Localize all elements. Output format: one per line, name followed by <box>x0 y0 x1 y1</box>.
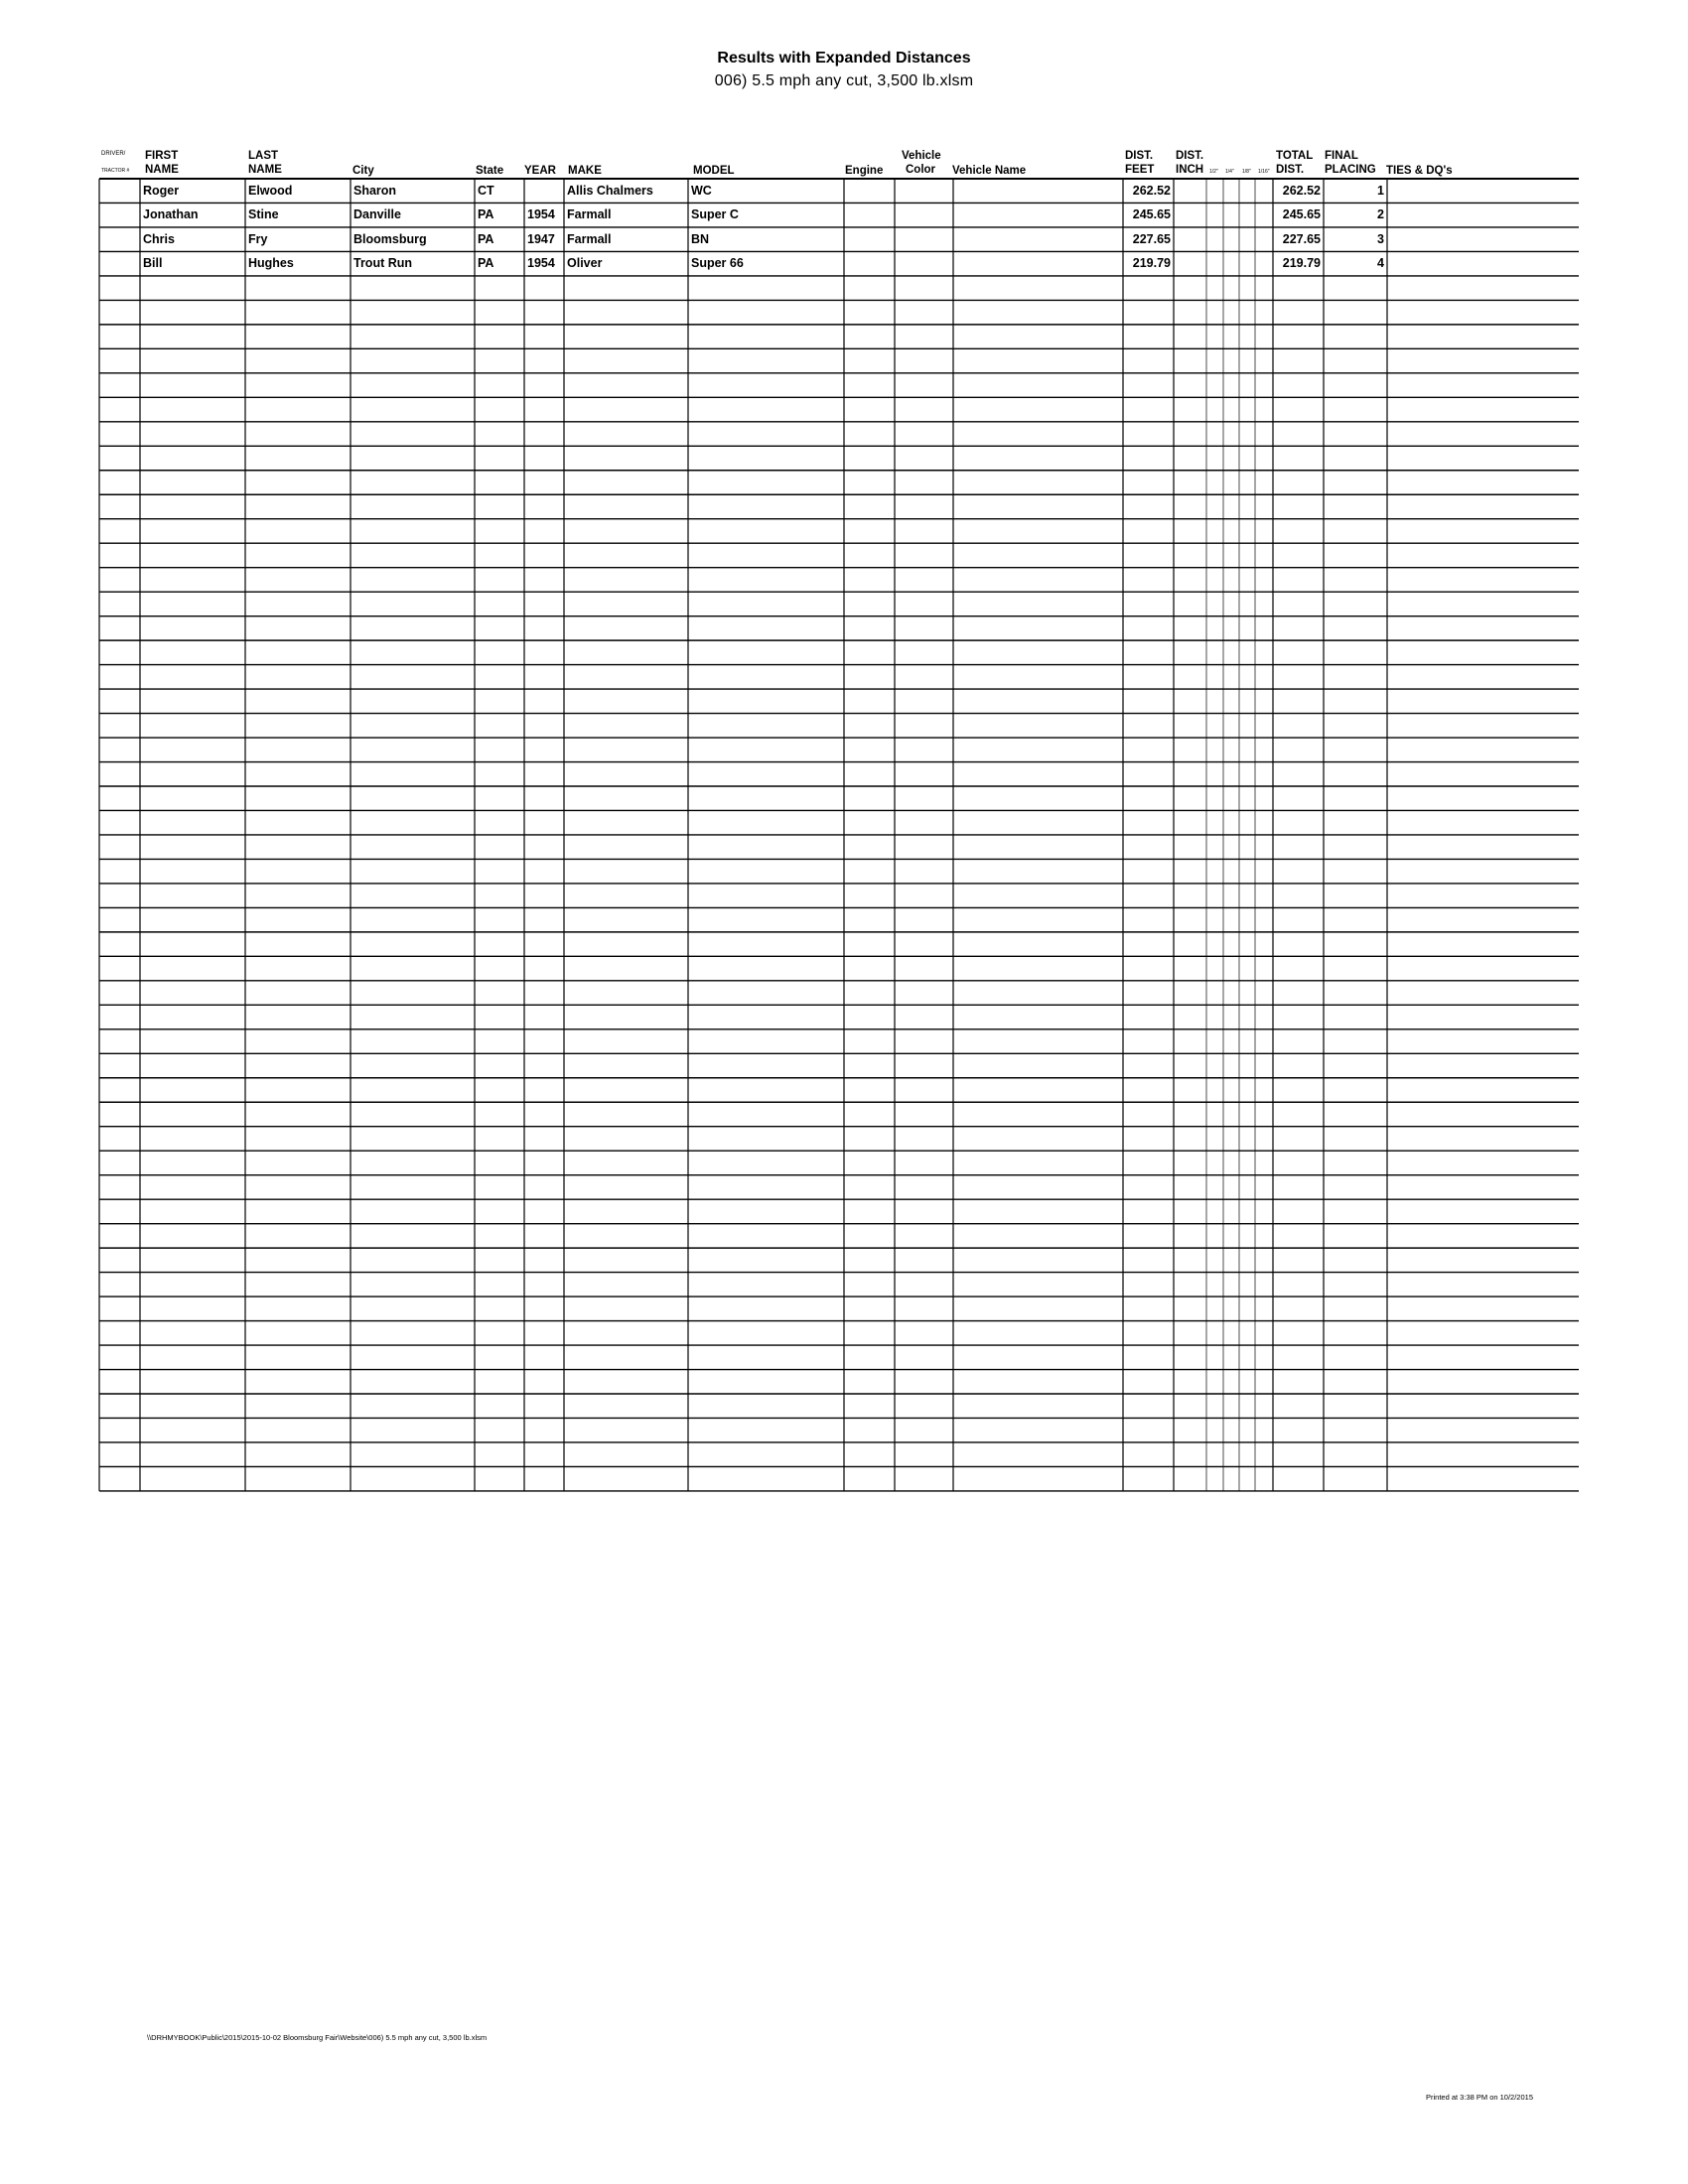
header-vehicle-line2: Color <box>906 164 936 176</box>
cell-make: Oliver <box>567 256 603 271</box>
cell-make: Farmall <box>567 207 612 222</box>
header-dist-feet-line1: DIST. <box>1125 150 1154 162</box>
header-final-line1: FINAL <box>1325 150 1358 162</box>
header-last-line1: LAST <box>248 150 279 162</box>
cell-model: BN <box>691 231 710 246</box>
document-subtitle: 006) 5.5 mph any cut, 3,500 lb.xlsm <box>714 72 974 89</box>
cell-last: Elwood <box>248 184 293 198</box>
header-vehicle-name: Vehicle Name <box>952 165 1027 177</box>
header-frac-sixteenth: 1/16" <box>1258 169 1270 175</box>
header-engine: Engine <box>845 165 884 177</box>
footer-file-path: \\DRHMYBOOK\Public\2015\2015-10-02 Bloomsburg Fair\Website\006) 5.5 mph any cut, 3,500 lb.xlsm <box>147 2033 488 2042</box>
cell-year: 1947 <box>527 231 555 246</box>
cell-state: PA <box>478 207 494 222</box>
header-model: MODEL <box>693 165 735 177</box>
header-driver-line1: DRIVER/ <box>101 151 126 157</box>
header-make: MAKE <box>568 165 602 177</box>
cell-total: 262.52 <box>1282 184 1321 198</box>
cell-state: PA <box>478 256 494 271</box>
cell-first: Jonathan <box>143 207 199 222</box>
cell-placing: 4 <box>1377 256 1384 271</box>
cell-state: PA <box>478 231 494 246</box>
cell-model: WC <box>691 184 712 198</box>
header-year: YEAR <box>524 165 556 177</box>
footer-printed-timestamp: Printed at 3:38 PM on 10/2/2015 <box>1426 2093 1533 2102</box>
header-dist-feet-line2: FEET <box>1125 164 1155 176</box>
cell-last: Hughes <box>248 256 294 271</box>
cell-model: Super C <box>691 207 739 222</box>
header-driver-line2: TRACTOR # <box>101 168 130 174</box>
cell-model: Super 66 <box>691 256 744 271</box>
header-first-line2: NAME <box>145 164 179 176</box>
cell-feet: 219.79 <box>1132 256 1171 271</box>
header-frac-half: 1/2" <box>1209 169 1218 175</box>
cell-total: 219.79 <box>1282 256 1321 271</box>
cell-placing: 1 <box>1377 184 1384 198</box>
cell-feet: 262.52 <box>1132 184 1171 198</box>
header-first-line1: FIRST <box>145 150 179 162</box>
header-total-line2: DIST. <box>1276 164 1305 176</box>
cell-make: Farmall <box>567 231 612 246</box>
cell-first: Bill <box>143 256 163 271</box>
cell-total: 227.65 <box>1282 231 1321 246</box>
cell-first: Roger <box>143 184 180 198</box>
header-total-line1: TOTAL <box>1276 150 1314 162</box>
header-last-line2: NAME <box>248 164 282 176</box>
cell-placing: 2 <box>1377 207 1384 222</box>
cell-year: 1954 <box>527 207 555 222</box>
cell-city: Trout Run <box>353 256 413 271</box>
header-state: State <box>476 165 504 177</box>
cell-placing: 3 <box>1377 231 1384 246</box>
header-final-line2: PLACING <box>1325 164 1376 176</box>
cell-total: 245.65 <box>1282 207 1321 222</box>
cell-make: Allis Chalmers <box>567 184 653 198</box>
header-dist-inch-line1: DIST. <box>1176 150 1204 162</box>
header-frac-eighth: 1/8" <box>1242 169 1251 175</box>
cell-feet: 245.65 <box>1132 207 1171 222</box>
cell-last: Stine <box>248 207 279 222</box>
cell-year: 1954 <box>527 256 555 271</box>
cell-city: Danville <box>353 207 401 222</box>
cell-city: Sharon <box>353 184 397 198</box>
cell-feet: 227.65 <box>1132 231 1171 246</box>
header-city: City <box>352 165 374 177</box>
cell-first: Chris <box>143 231 175 246</box>
cell-state: CT <box>478 184 494 198</box>
header-dist-inch-line2: INCH <box>1176 164 1204 176</box>
header-vehicle-line1: Vehicle <box>902 150 941 162</box>
header-frac-quarter: 1/4" <box>1225 169 1234 175</box>
cell-last: Fry <box>248 231 268 246</box>
header-ties-dqs: TIES & DQ's <box>1386 165 1453 177</box>
document-title: Results with Expanded Distances <box>717 50 971 67</box>
cell-city: Bloomsburg <box>353 231 427 246</box>
